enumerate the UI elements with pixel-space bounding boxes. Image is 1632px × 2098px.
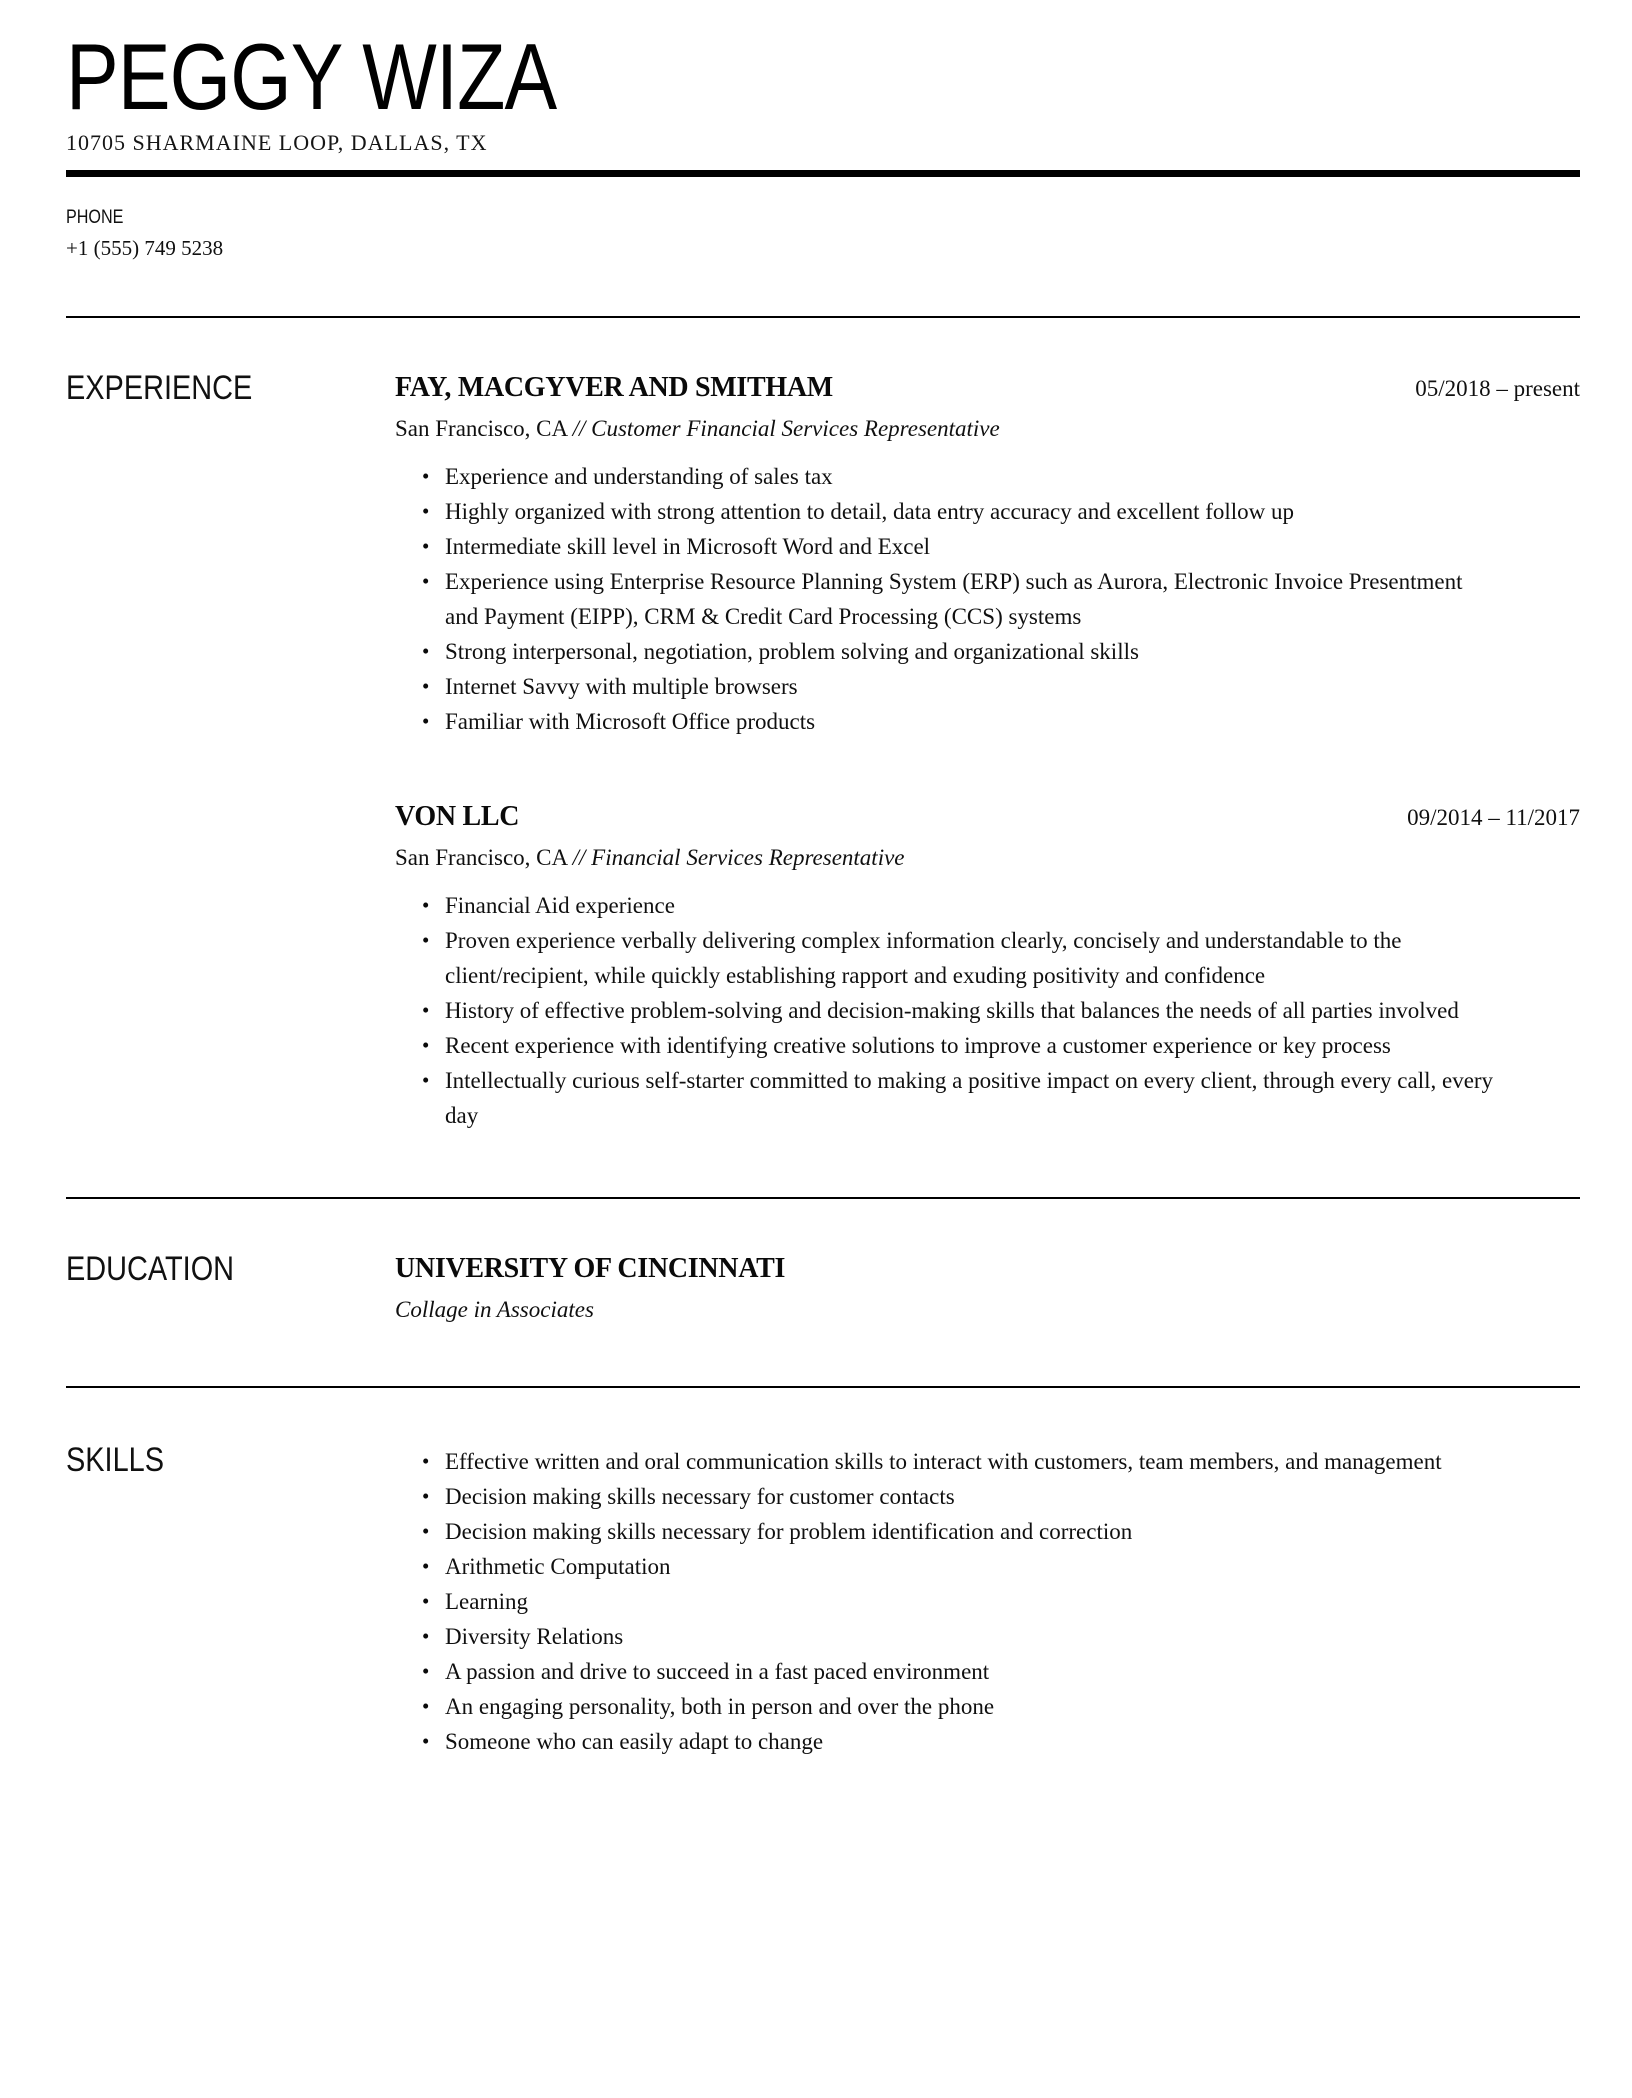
school-name: UNIVERSITY OF CINCINNATI [395,1253,786,1284]
skills-bullet-list [395,1444,1495,1759]
job-role: Financial Services Representative [591,845,905,870]
job-bullet-list [395,888,1495,1133]
job-bullet: • History of effective problem-solving and decision-making skills that balances the needs of all parties involved [395,993,1495,1028]
job-header [395,372,1580,405]
job-bullet: • Financial Aid experience [395,888,1495,923]
skill-bullet: • Diversity Relations [395,1619,1495,1654]
location-role-separator: // [572,845,586,870]
job-role: Customer Financial Services Representative [591,416,1000,441]
phone-label: PHONE [66,207,124,228]
job-dates: 05/2018 – present [1415,376,1580,401]
skill-bullet: • Decision making skills necessary for problem identification and correction [395,1514,1495,1549]
education-heading: EDUCATION [66,1250,235,1288]
job-entry [395,801,1580,1133]
skill-bullet: • An engaging personality, both in person and over the phone [395,1689,1495,1724]
skills-section [66,1388,1580,1759]
job-dates: 09/2014 – 11/2017 [1407,805,1580,830]
job-subtitle [395,843,1580,872]
contact-block [66,207,1580,261]
experience-content [395,372,1580,1133]
location-role-separator: // [572,416,586,441]
skill-bullet: • Someone who can easily adapt to change [395,1724,1495,1759]
person-name: PEGGY WIZA [66,24,557,129]
job-bullet: • Recent experience with identifying creative solutions to improve a customer experience or key process [395,1028,1495,1063]
skill-bullet: • A passion and drive to succeed in a fast paced environment [395,1654,1495,1689]
header-divider [66,170,1580,177]
job-location: San Francisco, CA [395,845,567,870]
education-content [395,1253,1580,1324]
job-bullet: • Strong interpersonal, negotiation, problem solving and organizational skills [395,634,1495,669]
company-name: FAY, MACGYVER AND SMITHAM [395,372,833,403]
job-bullet: • Proven experience verbally delivering complex information clearly, concisely and understandable to the client/recipient, while quickly establishing rapport and exuding positivity and confidence [395,923,1495,993]
person-address: 10705 SHARMAINE LOOP, DALLAS, TX [66,130,488,155]
skill-bullet: • Learning [395,1584,1495,1619]
job-location: San Francisco, CA [395,416,567,441]
experience-heading: EXPERIENCE [66,369,253,407]
experience-section [66,318,1580,1197]
skill-bullet: • Decision making skills necessary for customer contacts [395,1479,1495,1514]
job-bullet: • Intellectually curious self-starter committed to making a positive impact on every client, through every call, every day [395,1063,1495,1133]
skills-content [395,1444,1580,1759]
job-entry [395,372,1580,739]
job-bullet: • Experience and understanding of sales tax [395,459,1495,494]
education-section [66,1199,1580,1386]
degree: Collage in Associates [395,1297,594,1322]
job-bullet: • Intermediate skill level in Microsoft Word and Excel [395,529,1495,564]
company-name: VON LLC [395,801,520,832]
job-bullet: • Highly organized with strong attention to detail, data entry accuracy and excellent follow up [395,494,1495,529]
job-bullet: • Experience using Enterprise Resource Planning System (ERP) such as Aurora, Electronic Invoice Presentment and Payment (EIPP), CRM & Credit Card Processing (CCS) systems [395,564,1495,634]
skills-heading: SKILLS [66,1441,165,1479]
job-bullet-list [395,459,1495,739]
job-bullet: • Internet Savvy with multiple browsers [395,669,1495,704]
job-bullet: • Familiar with Microsoft Office products [395,704,1495,739]
job-subtitle [395,414,1580,443]
skill-bullet: • Effective written and oral communication skills to interact with customers, team members, and management [395,1444,1495,1479]
skill-bullet: • Arithmetic Computation [395,1549,1495,1584]
phone-value: +1 (555) 749 5238 [66,236,224,260]
resume-header [66,24,1580,261]
job-header [395,801,1580,834]
